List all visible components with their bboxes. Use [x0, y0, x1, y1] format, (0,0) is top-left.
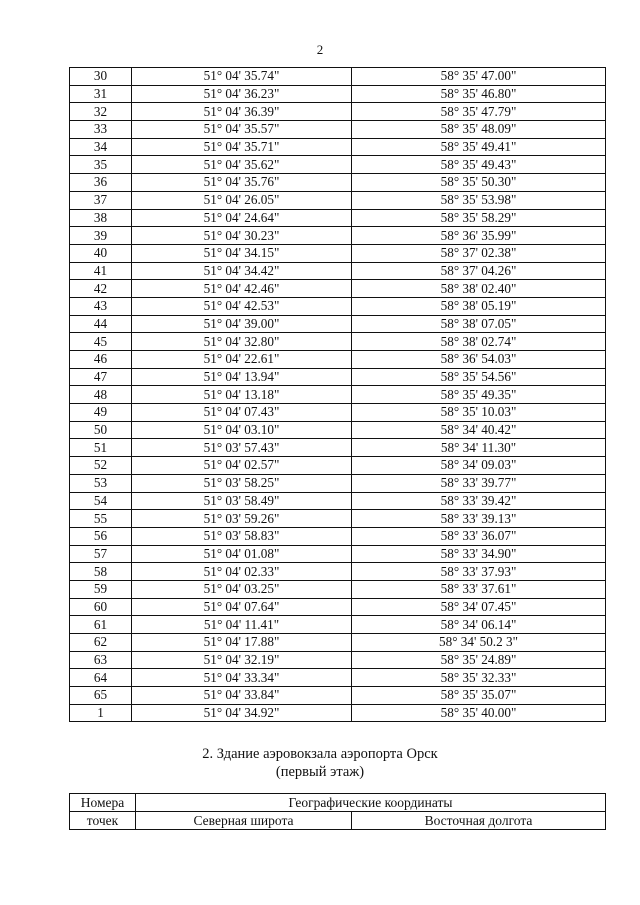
point-number-cell: 62: [70, 634, 132, 652]
longitude-cell: 58° 35' 50.30": [352, 174, 606, 192]
longitude-cell: 58° 35' 49.43": [352, 156, 606, 174]
longitude-cell: 58° 38' 02.74": [352, 333, 606, 351]
latitude-cell: 51° 04' 35.71": [132, 138, 352, 156]
page-number: 2: [316, 42, 324, 57]
section-2-subtitle: (первый этаж): [275, 764, 365, 780]
longitude-cell: 58° 35' 35.07": [352, 687, 606, 705]
longitude-cell: 58° 35' 53.98": [352, 191, 606, 209]
point-number-cell: 43: [70, 297, 132, 315]
longitude-cell: 58° 33' 34.90": [352, 545, 606, 563]
table-row: [70, 510, 606, 528]
longitude-cell: 58° 35' 47.00": [352, 68, 606, 86]
table-row: [70, 687, 606, 705]
point-number-cell: 52: [70, 457, 132, 475]
point-number-cell: 48: [70, 386, 132, 404]
table-row: [70, 138, 606, 156]
section-2-title: 2. Здание аэровокзала аэропорта Орск: [202, 746, 438, 762]
point-number-cell: 65: [70, 687, 132, 705]
latitude-cell: 51° 04' 39.00": [132, 315, 352, 333]
latitude-cell: 51° 04' 13.94": [132, 368, 352, 386]
point-number-cell: 35: [70, 156, 132, 174]
latitude-cell: 51° 04' 35.57": [132, 121, 352, 139]
table-row: [70, 545, 606, 563]
table-row: [70, 421, 606, 439]
point-number-cell: 47: [70, 368, 132, 386]
point-number-cell: 1: [70, 704, 132, 722]
point-number-cell: 45: [70, 333, 132, 351]
table-row: [70, 262, 606, 280]
table-row: [70, 439, 606, 457]
point-number-cell: 55: [70, 510, 132, 528]
latitude-cell: 51° 04' 34.92": [132, 704, 352, 722]
table-row: [70, 634, 606, 652]
latitude-cell: 51° 04' 34.42": [132, 262, 352, 280]
table-row: [70, 297, 606, 315]
latitude-cell: 51° 04' 17.88": [132, 634, 352, 652]
point-number-cell: 33: [70, 121, 132, 139]
latitude-cell: 51° 04' 22.61": [132, 351, 352, 369]
header-point-number-line2: точек: [70, 812, 136, 830]
latitude-cell: 51° 03' 57.43": [132, 439, 352, 457]
table-row: [70, 386, 606, 404]
longitude-cell: 58° 37' 02.38": [352, 244, 606, 262]
point-number-cell: 41: [70, 262, 132, 280]
longitude-cell: 58° 35' 40.00": [352, 704, 606, 722]
coordinates-table: [69, 67, 606, 722]
latitude-cell: 51° 04' 13.18": [132, 386, 352, 404]
table-row: [70, 280, 606, 298]
point-number-cell: 46: [70, 351, 132, 369]
header-point-number-line1: Номера: [70, 794, 136, 812]
latitude-cell: 51° 04' 36.23": [132, 85, 352, 103]
latitude-cell: 51° 03' 58.49": [132, 492, 352, 510]
table-row: [70, 651, 606, 669]
latitude-cell: 51° 04' 32.19": [132, 651, 352, 669]
longitude-cell: 58° 34' 09.03": [352, 457, 606, 475]
point-number-cell: 49: [70, 404, 132, 422]
point-number-cell: 56: [70, 527, 132, 545]
table-row: [70, 333, 606, 351]
latitude-cell: 51° 03' 58.25": [132, 474, 352, 492]
longitude-cell: 58° 35' 48.09": [352, 121, 606, 139]
latitude-cell: 51° 03' 58.83": [132, 527, 352, 545]
point-number-cell: 40: [70, 244, 132, 262]
point-number-cell: 44: [70, 315, 132, 333]
table-row: [70, 669, 606, 687]
table-row: [70, 315, 606, 333]
table-row: [70, 563, 606, 581]
table-row: [70, 85, 606, 103]
latitude-cell: 51° 04' 03.10": [132, 421, 352, 439]
header-geo-coordinates: Географические координаты: [136, 794, 606, 812]
point-number-cell: 53: [70, 474, 132, 492]
point-number-cell: 34: [70, 138, 132, 156]
coordinates-table-body: [70, 68, 606, 722]
point-number-cell: 51: [70, 439, 132, 457]
longitude-cell: 58° 33' 37.93": [352, 563, 606, 581]
point-number-cell: 58: [70, 563, 132, 581]
latitude-cell: 51° 04' 42.53": [132, 297, 352, 315]
longitude-cell: 58° 34' 50.2 3": [352, 634, 606, 652]
table-row: [70, 351, 606, 369]
longitude-cell: 58° 35' 32.33": [352, 669, 606, 687]
table-row: [70, 68, 606, 86]
longitude-cell: 58° 34' 07.45": [352, 598, 606, 616]
longitude-cell: 58° 35' 24.89": [352, 651, 606, 669]
latitude-cell: 51° 04' 36.39": [132, 103, 352, 121]
longitude-cell: 58° 34' 11.30": [352, 439, 606, 457]
point-number-cell: 42: [70, 280, 132, 298]
longitude-cell: 58° 34' 06.14": [352, 616, 606, 634]
point-number-cell: 36: [70, 174, 132, 192]
longitude-cell: 58° 35' 49.35": [352, 386, 606, 404]
latitude-cell: 51° 04' 24.64": [132, 209, 352, 227]
point-number-cell: 63: [70, 651, 132, 669]
table-row: [70, 156, 606, 174]
latitude-cell: 51° 03' 59.26": [132, 510, 352, 528]
latitude-cell: 51° 04' 33.34": [132, 669, 352, 687]
longitude-cell: 58° 33' 39.77": [352, 474, 606, 492]
point-number-cell: 59: [70, 580, 132, 598]
latitude-cell: 51° 04' 03.25": [132, 580, 352, 598]
section-2-heading: [0, 745, 640, 781]
point-number-cell: 64: [70, 669, 132, 687]
point-number-cell: 61: [70, 616, 132, 634]
longitude-cell: 58° 35' 10.03": [352, 404, 606, 422]
point-number-cell: 60: [70, 598, 132, 616]
longitude-cell: 58° 36' 35.99": [352, 227, 606, 245]
longitude-cell: 58° 34' 40.42": [352, 421, 606, 439]
table-row: [70, 174, 606, 192]
table-row: [70, 457, 606, 475]
latitude-cell: 51° 04' 30.23": [132, 227, 352, 245]
point-number-cell: 39: [70, 227, 132, 245]
latitude-cell: 51° 04' 32.80": [132, 333, 352, 351]
table-row: [70, 474, 606, 492]
longitude-cell: 58° 33' 37.61": [352, 580, 606, 598]
latitude-cell: 51° 04' 07.43": [132, 404, 352, 422]
table-row: [70, 404, 606, 422]
longitude-cell: 58° 38' 07.05": [352, 315, 606, 333]
section-2-table-header: [69, 793, 606, 830]
table-row: [70, 598, 606, 616]
longitude-cell: 58° 35' 54.56": [352, 368, 606, 386]
table-row: [70, 616, 606, 634]
table-row: [70, 121, 606, 139]
table-row: [70, 704, 606, 722]
point-number-cell: 38: [70, 209, 132, 227]
table-row: [70, 191, 606, 209]
longitude-cell: 58° 35' 47.79": [352, 103, 606, 121]
latitude-cell: 51° 04' 42.46": [132, 280, 352, 298]
table-row: [70, 580, 606, 598]
table-row: [70, 227, 606, 245]
latitude-cell: 51° 04' 35.62": [132, 156, 352, 174]
longitude-cell: 58° 38' 05.19": [352, 297, 606, 315]
latitude-cell: 51° 04' 34.15": [132, 244, 352, 262]
latitude-cell: 51° 04' 35.76": [132, 174, 352, 192]
table-row: [70, 368, 606, 386]
latitude-cell: 51° 04' 02.33": [132, 563, 352, 581]
longitude-cell: 58° 33' 39.42": [352, 492, 606, 510]
longitude-cell: 58° 33' 36.07": [352, 527, 606, 545]
point-number-cell: 57: [70, 545, 132, 563]
point-number-cell: 37: [70, 191, 132, 209]
longitude-cell: 58° 33' 39.13": [352, 510, 606, 528]
point-number-cell: 50: [70, 421, 132, 439]
longitude-cell: 58° 37' 04.26": [352, 262, 606, 280]
longitude-cell: 58° 35' 46.80": [352, 85, 606, 103]
table-row: [70, 527, 606, 545]
header-north-latitude: Северная широта: [136, 812, 352, 830]
latitude-cell: 51° 04' 26.05": [132, 191, 352, 209]
latitude-cell: 51° 04' 01.08": [132, 545, 352, 563]
table-row: [70, 244, 606, 262]
longitude-cell: 58° 36' 54.03": [352, 351, 606, 369]
table-row: [70, 103, 606, 121]
longitude-cell: 58° 35' 49.41": [352, 138, 606, 156]
latitude-cell: 51° 04' 33.84": [132, 687, 352, 705]
longitude-cell: 58° 38' 02.40": [352, 280, 606, 298]
point-number-cell: 30: [70, 68, 132, 86]
point-number-cell: 54: [70, 492, 132, 510]
table-row: [70, 492, 606, 510]
point-number-cell: 32: [70, 103, 132, 121]
point-number-cell: 31: [70, 85, 132, 103]
latitude-cell: 51° 04' 11.41": [132, 616, 352, 634]
header-east-longitude: Восточная долгота: [352, 812, 606, 830]
longitude-cell: 58° 35' 58.29": [352, 209, 606, 227]
latitude-cell: 51° 04' 35.74": [132, 68, 352, 86]
table-row: [70, 209, 606, 227]
latitude-cell: 51° 04' 02.57": [132, 457, 352, 475]
latitude-cell: 51° 04' 07.64": [132, 598, 352, 616]
